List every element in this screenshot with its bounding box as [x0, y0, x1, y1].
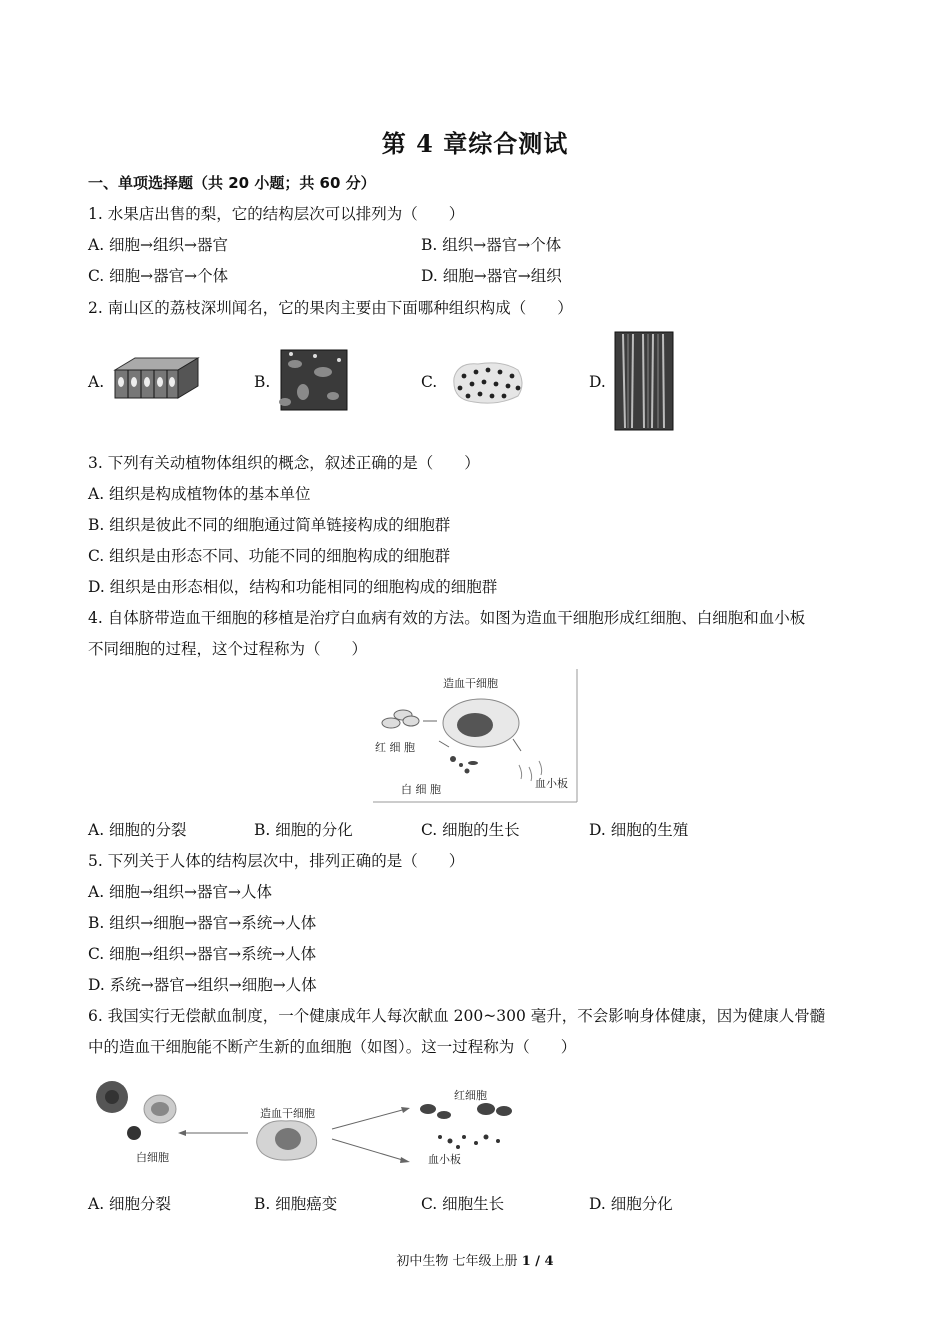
hematopoiesis-diagram-1 [371, 667, 579, 804]
hematopoiesis-diagram-2 [88, 1075, 528, 1170]
page-footer [0, 1250, 950, 1269]
question-2-option-a[interactable]: A. [88, 373, 105, 391]
question-1-option-d[interactable]: D. 细胞→器官→组织 [421, 267, 562, 285]
question-6-option-b[interactable]: B. 细胞癌变 [254, 1195, 338, 1213]
question-3-option-d[interactable]: D. 组织是由形态相似，结构和功能相同的细胞构成的细胞群 [88, 578, 498, 596]
parenchyma-tissue-image [448, 358, 526, 406]
question-6-stem-line1: 6. 我国实行无偿献血制度，一个健康成年人每次献血 200~300 毫升，不会影响身体健康，因为健康人骨髓 [88, 1007, 826, 1025]
fig2-stem-cell-label: 造血干细胞 [260, 1107, 315, 1120]
question-3-stem: 3. 下列有关动植物体组织的概念，叙述正确的是（ ） [88, 454, 480, 472]
question-2-option-b[interactable]: B. [254, 373, 271, 391]
epithelial-tissue-image [110, 352, 200, 402]
question-3-option-a[interactable]: A. 组织是构成植物体的基本单位 [88, 485, 311, 503]
question-6-option-c[interactable]: C. 细胞生长 [421, 1195, 505, 1213]
question-3-option-b[interactable]: B. 组织是彼此不同的细胞通过简单链接构成的细胞群 [88, 516, 451, 534]
question-4-option-c[interactable]: C. 细胞的生长 [421, 821, 520, 839]
question-1-stem: 1. 水果店出售的梨，它的结构层次可以排列为（ ） [88, 205, 465, 223]
question-4-option-d[interactable]: D. 细胞的生殖 [589, 821, 689, 839]
question-5-option-a[interactable]: A. 细胞→组织→器官→人体 [88, 883, 273, 901]
question-1-option-a[interactable]: A. 细胞→组织→器官 [88, 236, 229, 254]
question-2-option-c[interactable]: C. [421, 373, 438, 391]
question-5-option-c[interactable]: C. 细胞→组织→器官→系统→人体 [88, 945, 317, 963]
question-1-option-b[interactable]: B. 组织→器官→个体 [421, 236, 562, 254]
conducting-tissue-image [613, 330, 675, 432]
platelet-label: 血小板 [535, 777, 568, 790]
fig2-rbc-label: 红细胞 [454, 1089, 487, 1102]
question-4-option-b[interactable]: B. 细胞的分化 [254, 821, 353, 839]
question-4-stem-line2: 不同细胞的过程，这个过程称为（ ） [88, 640, 368, 658]
section-heading: 一、单项选择题（共 20 小题；共 60 分） [88, 174, 376, 192]
footer-text: 初中生物 七年级上册 [396, 1254, 522, 1269]
page-number: 1 / 4 [521, 1254, 554, 1269]
page-title: 第 4 章综合测试 [381, 129, 569, 158]
question-6-option-d[interactable]: D. 细胞分化 [589, 1195, 673, 1213]
question-2-option-d[interactable]: D. [589, 373, 606, 391]
rbc-label: 红 细 胞 [375, 741, 415, 754]
question-4-option-a[interactable]: A. 细胞的分裂 [88, 821, 187, 839]
question-3-option-c[interactable]: C. 组织是由形态不同、功能不同的细胞构成的细胞群 [88, 547, 451, 565]
question-5-option-b[interactable]: B. 组织→细胞→器官→系统→人体 [88, 914, 317, 932]
question-1-option-c[interactable]: C. 细胞→器官→个体 [88, 267, 229, 285]
question-4-stem-line1: 4. 自体脐带造血干细胞的移植是治疗白血病有效的方法。如图为造血干细胞形成红细胞、白细胞和血小板 [88, 609, 806, 627]
stem-cell-label: 造血干细胞 [443, 677, 498, 690]
question-2-stem: 2. 南山区的荔枝深圳闻名，它的果肉主要由下面哪种组织构成（ ） [88, 299, 573, 317]
fig2-wbc-label: 白细胞 [136, 1151, 169, 1164]
question-5-stem: 5. 下列关于人体的结构层次中，排列正确的是（ ） [88, 852, 465, 870]
wbc-label: 白 细 胞 [401, 783, 441, 796]
question-6-stem-line2: 中的造血干细胞能不断产生新的血细胞（如图）。这一过程称为（ ） [88, 1038, 577, 1056]
question-5-option-d[interactable]: D. 系统→器官→组织→细胞→人体 [88, 976, 317, 994]
question-6-option-a[interactable]: A. 细胞分裂 [88, 1195, 172, 1213]
fig2-platelet-label: 血小板 [428, 1153, 461, 1166]
connective-tissue-image [273, 344, 353, 416]
